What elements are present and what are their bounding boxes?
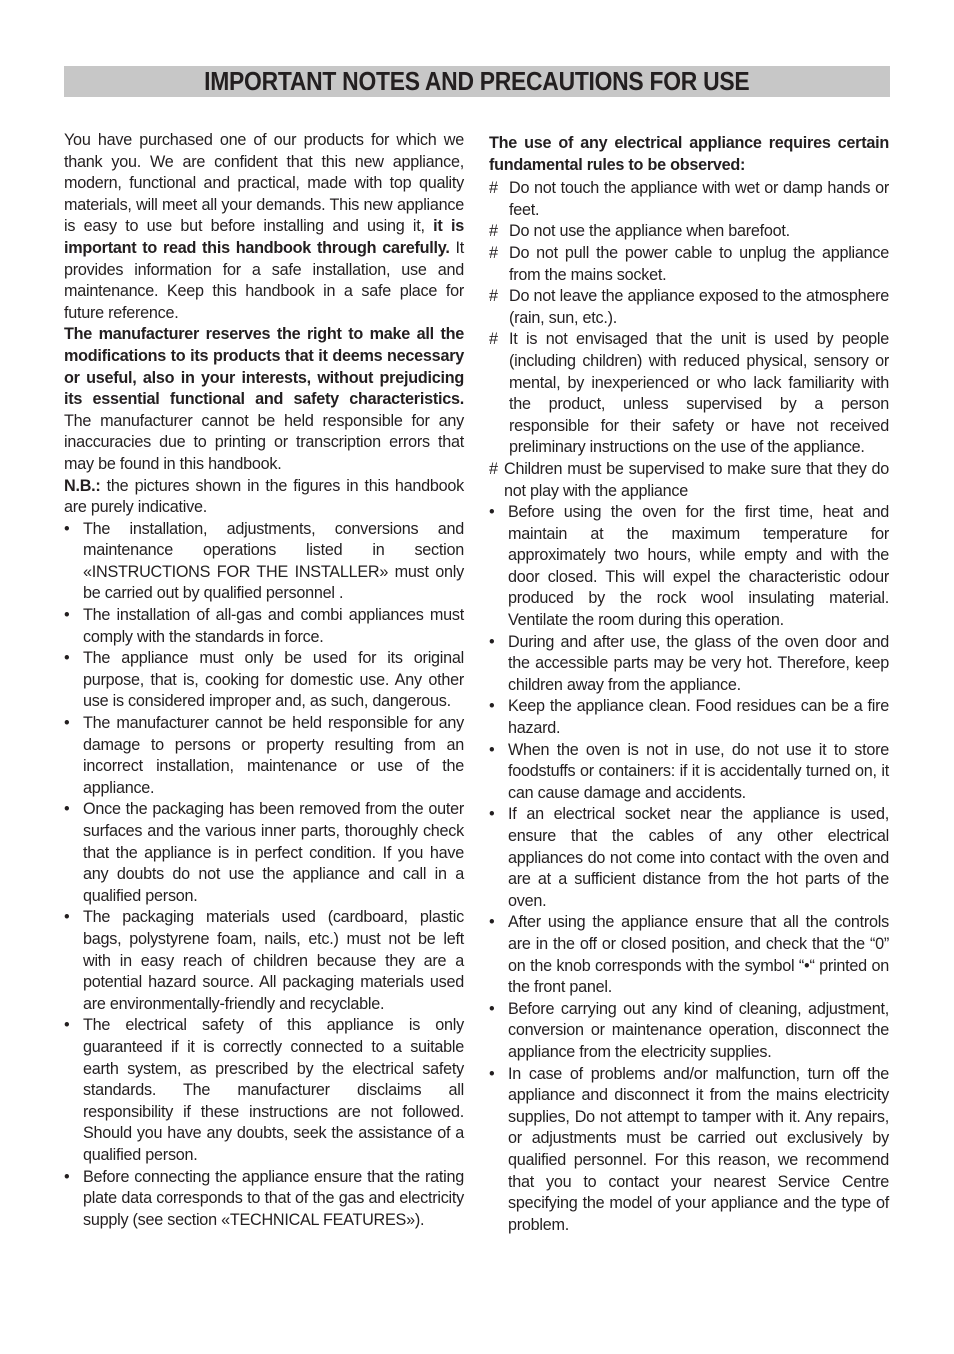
list-item-text: Once the packaging has been removed from the outer surfaces and the various inner parts, thoroughly check that the appliance is in perfect condition. If you have any doubts do not use the appliance and call in a qualified person. (83, 800, 464, 905)
list-item (489, 740, 889, 805)
list-item-text: Before using the oven for the first time, heat and maintain at the maximum temperature for approximately two hours, while empty and with the door closed. This will expel the characteristic odour produced by the rock wool insulating material. Ventilate the room during this operation. (508, 503, 889, 630)
list-item (489, 459, 889, 502)
right-bullet-list (489, 502, 889, 1236)
list-item-text: Do not pull the power cable to unplug the appliance from the mains socket. (509, 243, 889, 284)
list-item (64, 648, 464, 713)
rules-heading: The use of any electrical appliance requires certain fundamental rules to be observed: (489, 134, 889, 174)
list-item-text: After using the appliance ensure that all the controls are in the off or closed position, and check that the “0” on the knob corresponds with the symbol “•“ printed on the front panel. (508, 913, 889, 997)
list-item-text: Do not touch the appliance with wet or damp hands or feet. (509, 179, 889, 219)
list-item (64, 519, 464, 605)
hash-icon: # (489, 179, 498, 198)
list-item (64, 605, 464, 648)
list-item (489, 696, 889, 739)
bullet-icon: • (489, 740, 495, 759)
list-item-text: Before carrying out any kind of cleaning, adjustment, conversion or maintenance operation, disconnect the appliance from the electricity supplies. (508, 999, 889, 1061)
bullet-icon: • (489, 805, 495, 824)
right-column (489, 133, 889, 1236)
list-item-text: It is not envisaged that the unit is used by people (including children) with reduced physical, sensory or mental, by inexperienced or who lack familiarity with the product, unless supervised by a person responsible for their safety or have not received preliminary instructions on the use of the appliance. (509, 330, 889, 457)
list-item (489, 221, 889, 243)
bullet-icon: • (64, 1167, 70, 1186)
list-item (489, 999, 889, 1064)
left-column (64, 130, 464, 1231)
bullet-icon: • (64, 519, 70, 538)
reserve-bold-text: The manufacturer reserves the right to make all the modifications to its products that it deems necessary or useful, also in your interests, without prejudicing its essential functional and safety characteristics. (64, 325, 464, 409)
list-item-text: In case of problems and/or malfunction, turn off the appliance and disconnect it from the mains electricity supplies, Do not attempt to tamper with it. Any repairs, or adjustments must be carried out exclusively by qualified personnel. For this reason, we recommend that you to contact your nearest Service Centre specifying the model of your appliance and the type of problem. (508, 1064, 889, 1234)
bullet-icon: • (64, 649, 70, 668)
list-item (64, 1015, 464, 1166)
bullet-icon: • (64, 714, 70, 733)
left-bullet-list (64, 519, 464, 1232)
hash-icon: # (489, 222, 498, 241)
list-item (489, 286, 889, 329)
list-item-text: Keep the appliance clean. Food residues can be a fire hazard. (508, 697, 889, 738)
bullet-icon: • (64, 606, 70, 625)
list-item-text: Do not use the appliance when barefoot. (509, 222, 790, 241)
page-title: IMPORTANT NOTES AND PRECAUTIONS FOR USE (204, 66, 750, 96)
list-item-text: Before connecting the appliance ensure that the rating plate data corresponds to that of the gas and electricity supply (see section «TECHNICAL FEATURES»). (83, 1167, 464, 1229)
reserve-text: The manufacturer cannot be held responsible for any inaccuracies due to printing or transcription errors that may be found in this handbook. (64, 411, 464, 473)
list-item-text: Children must be supervised to make sure that they do not play with the appliance (504, 459, 889, 500)
list-item (489, 912, 889, 998)
intro-paragraph (64, 130, 464, 324)
nb-label: N.B.: (64, 476, 101, 495)
list-item (64, 799, 464, 907)
list-item (489, 632, 889, 697)
list-item (489, 1064, 889, 1237)
hash-icon: # (489, 459, 498, 478)
bullet-icon: • (64, 1016, 70, 1035)
list-item (489, 502, 889, 632)
list-item (64, 713, 464, 799)
nb-paragraph (64, 476, 464, 519)
hash-icon: # (489, 287, 498, 306)
title-banner (64, 66, 890, 97)
list-item (64, 907, 464, 1015)
list-item-text: The appliance must only be used for its original purpose, that is, cooking for domestic use. Any other use is considered improper and, as such, dangerous. (83, 649, 464, 711)
list-item (489, 243, 889, 286)
intro-bold-text: it is important to read this handbook through carefully. (64, 217, 464, 257)
list-item-text: If an electrical socket near the appliance is used, ensure that the cables of any other electrical appliances do not come into contact with the oven and are at a sufficient distance from the hot parts of the oven. (508, 805, 889, 910)
list-item (489, 804, 889, 912)
list-item-text: Do not leave the appliance exposed to the atmosphere (rain, sun, etc.). (509, 287, 889, 327)
list-item-text: The manufacturer cannot be held responsible for any damage to persons or property resulting from an incorrect installation, maintenance or use of the appliance. (83, 714, 464, 797)
list-item (489, 178, 889, 221)
hash-icon: # (489, 243, 498, 262)
bullet-icon: • (489, 697, 495, 716)
nb-text: the pictures shown in the figures in this handbook are purely indicative. (64, 476, 464, 517)
list-item-text: The installation, adjustments, conversions and maintenance operations listed in section «INSTRUCTIONS FOR THE INSTALLER» must only be carried out by qualified personnel . (83, 519, 464, 603)
list-item-text: The electrical safety of this appliance is only guaranteed if it is correctly connected to a suitable earth system, as prescribed by the electrical safety standards. The manufacturer disclaims all responsibility if these instructions are not followed. Should you have any doubts, seek the assistance of a qualified person. (83, 1016, 464, 1164)
bullet-icon: • (489, 632, 495, 651)
bullet-icon: • (489, 1064, 495, 1083)
bullet-icon: • (64, 908, 70, 927)
bullet-icon: • (489, 999, 495, 1018)
list-item (64, 1167, 464, 1232)
bullet-icon: • (489, 913, 495, 932)
intro-end-text: It provides information for a safe installation, use and maintenance. Keep this handbook in a safe place for future reference. (64, 238, 464, 322)
list-item-text: The installation of all-gas and combi appliances must comply with the standards in force. (83, 606, 464, 646)
reserve-paragraph (64, 324, 464, 475)
list-item-text: When the oven is not in use, do not use it to store foodstuffs or containers: if it is accidentally turned on, it can cause damage and accidents. (508, 740, 889, 802)
intro-text: You have purchased one of our products for which we thank you. We are confident that this new appliance, modern, functional and practical, made with top quality materials, will meet all your demands. This new appliance is easy to use but before installing and using it, (64, 131, 464, 236)
list-item (489, 329, 889, 459)
hash-icon: # (489, 330, 498, 349)
bullet-icon: • (64, 800, 70, 819)
hash-list (489, 178, 889, 502)
list-item-text: The packaging materials used (cardboard, plastic bags, polystyrene foam, nails, etc.) must not be left with in easy reach of children because they are a potential hazard source. All packaging materials used are environmentally-friendly and recyclable. (83, 908, 464, 1013)
list-item-text: During and after use, the glass of the oven door and the accessible parts may be very hot. Therefore, keep children away from the appliance. (508, 632, 889, 694)
bullet-icon: • (489, 503, 495, 522)
